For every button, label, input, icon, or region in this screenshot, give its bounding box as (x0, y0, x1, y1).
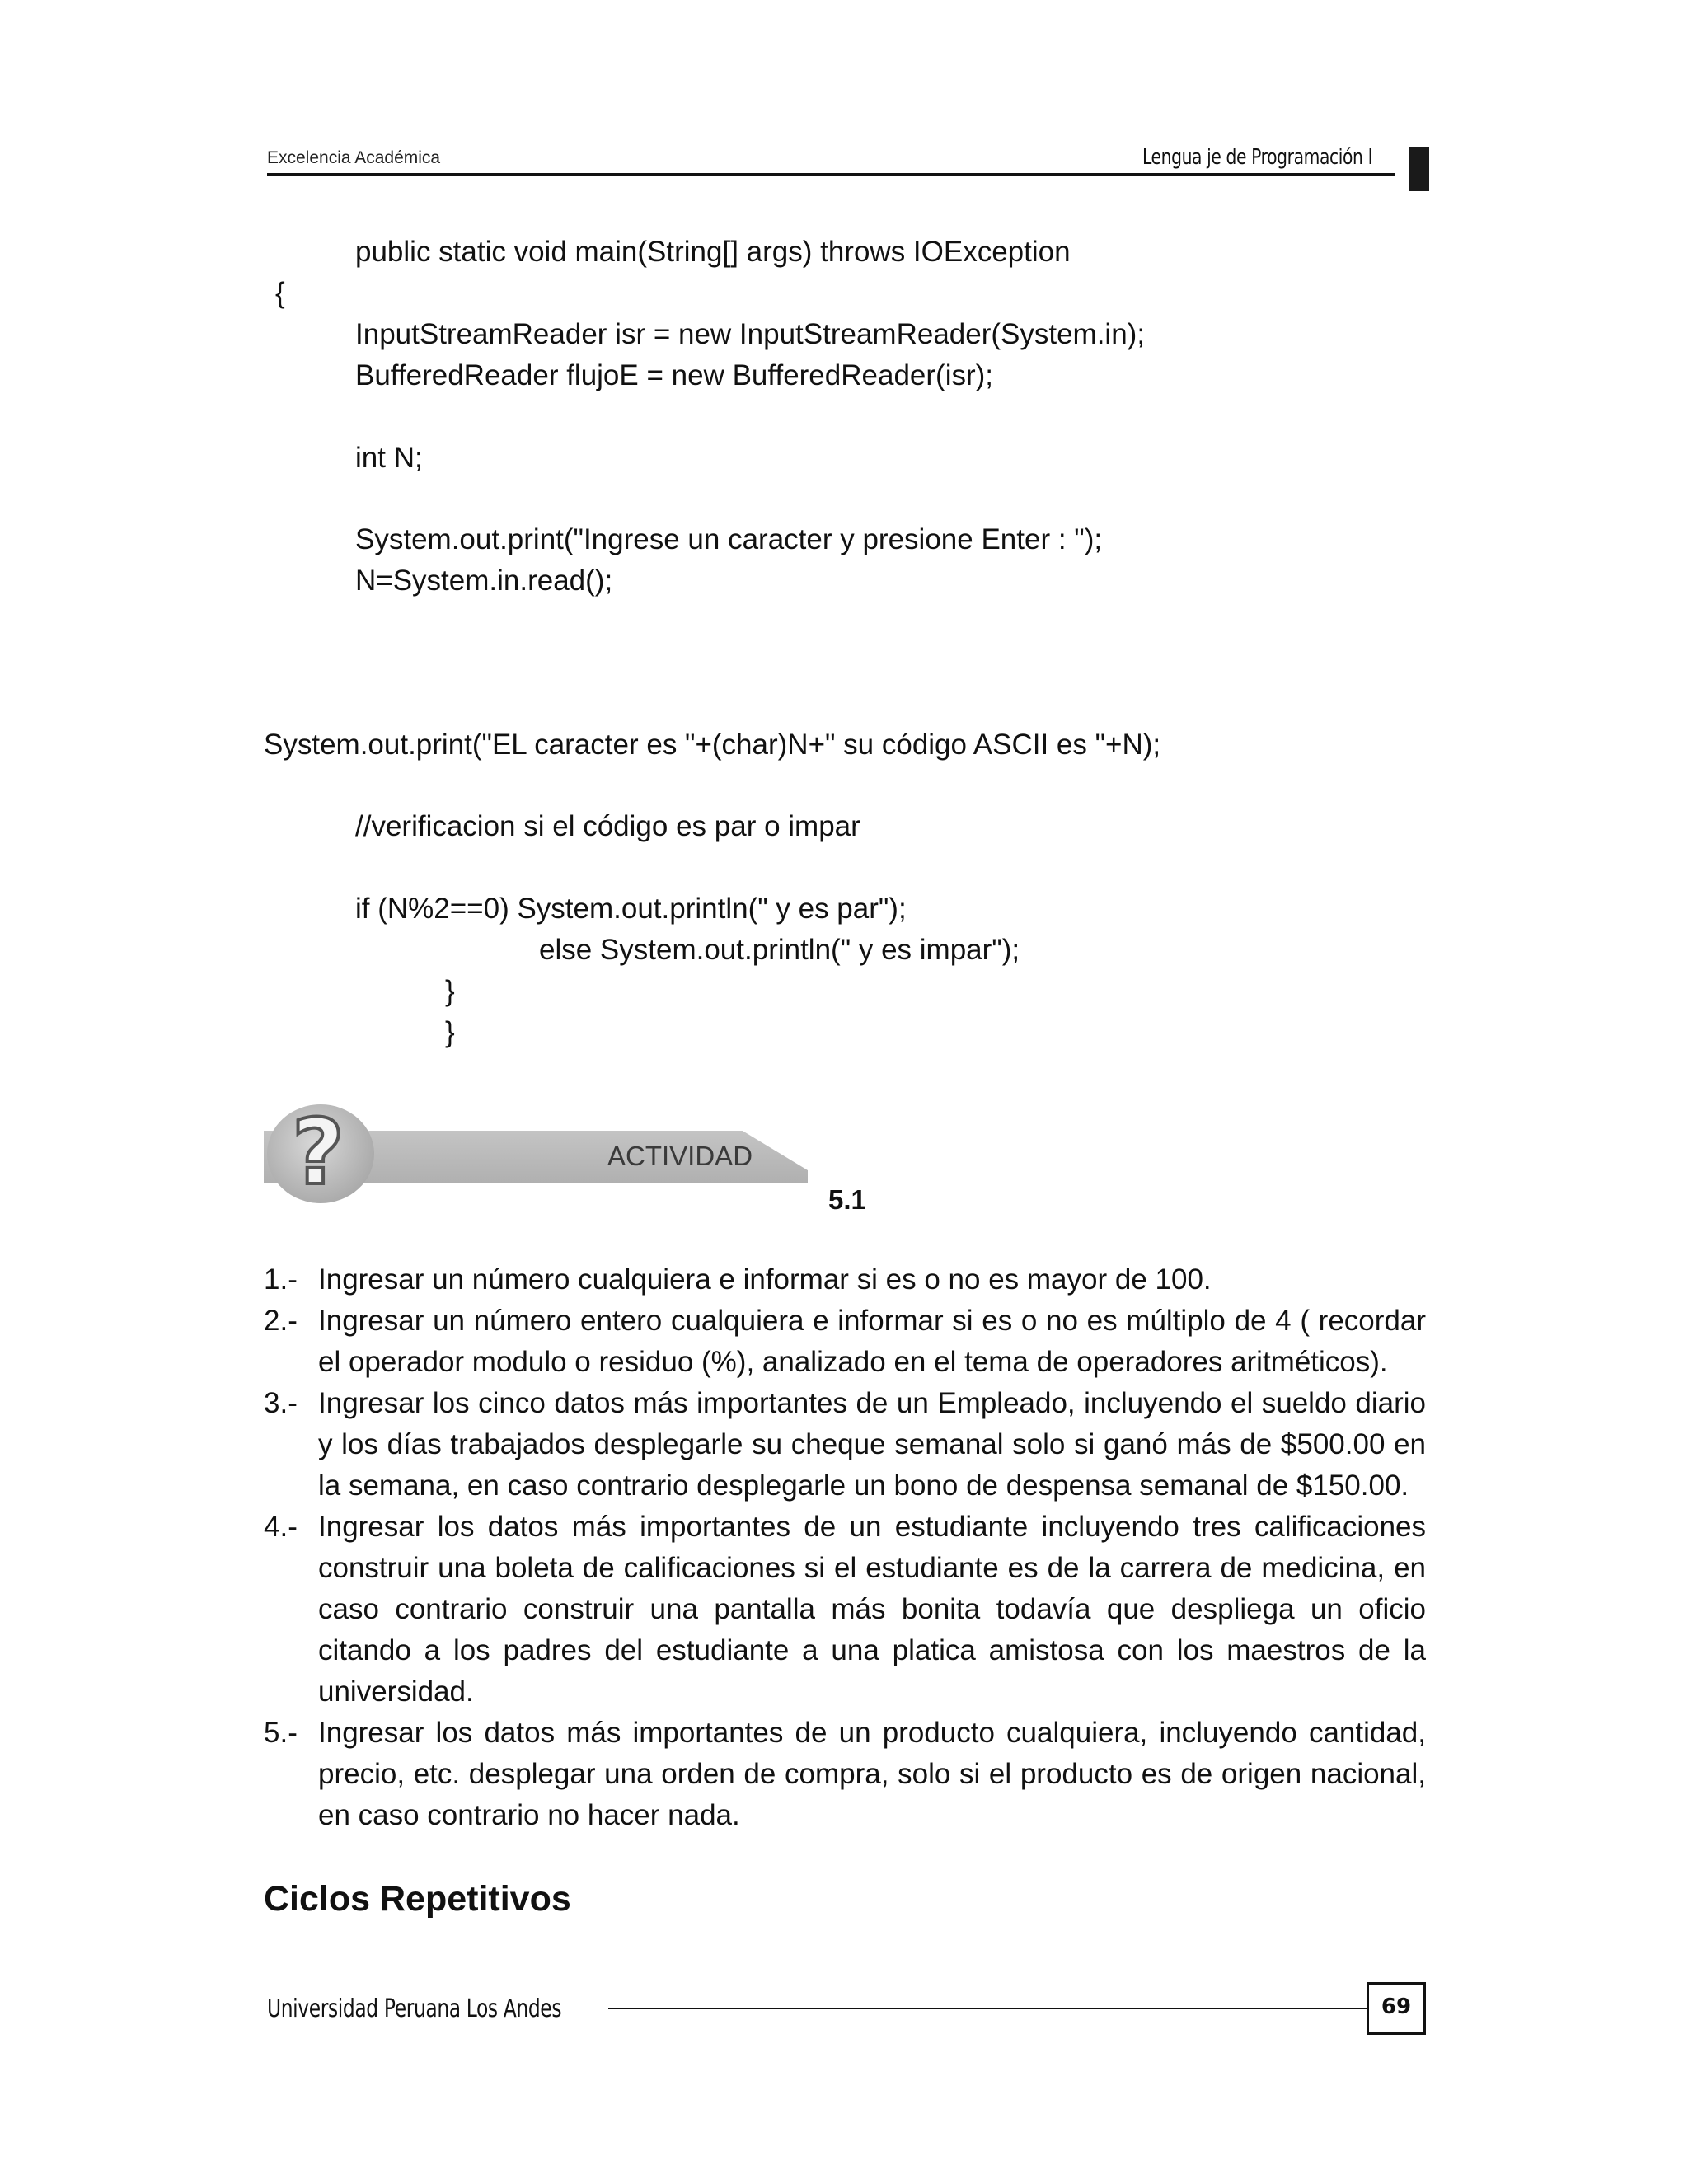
question-mark-glyph: ? (292, 1099, 345, 1205)
section-title: Ciclos Repetitivos (264, 1879, 571, 1919)
header-block (1409, 147, 1429, 191)
code-line: InputStreamReader isr = new InputStreamReader(System.in); (355, 318, 1146, 350)
list-item-number: 5.- (264, 1717, 298, 1749)
code-line: System.out.print("EL caracter es "+(char)N+" su código ASCII es "+N); (264, 729, 1161, 761)
code-line: { (275, 277, 285, 309)
list-item-number: 4.- (264, 1511, 298, 1543)
list-item (264, 1383, 1426, 1507)
code-line: BufferedReader flujoE = new BufferedReader(isr); (355, 359, 993, 391)
list-item-number: 2.- (264, 1305, 298, 1337)
code-line: if (N%2==0) System.out.println(" y es par"); (355, 893, 907, 925)
code-line: int N; (355, 442, 423, 474)
header-right-text: Lengua je de Programación I (1142, 145, 1373, 170)
code-line: } (445, 975, 455, 1007)
code-line: //verificacion si el código es par o impar (355, 810, 860, 842)
code-line: else System.out.println(" y es impar"); (539, 934, 1020, 966)
list-item-text: Ingresar los datos más importantes de un producto cualquiera, incluyendo cantidad, precio, etc. desplegar una orden de compra, solo si el producto es de origen nacional, en caso contrario no hacer nada. (318, 1717, 1426, 1831)
list-item-text: Ingresar los cinco datos más importantes de un Empleado, incluyendo el sueldo diario y los días trabajados desplegarle su cheque semanal solo si ganó más de $500.00 en la semana, en caso contrario desplegarle un bono de despensa semanal de $150.00. (318, 1387, 1426, 1502)
exercise-list (264, 1259, 1426, 1836)
footer-left-text: Universidad Peruana Los Andes (267, 1994, 562, 2023)
list-item (264, 1259, 1426, 1301)
code-line: } (445, 1016, 455, 1048)
code-line: public static void main(String[] args) throws IOException (355, 236, 1071, 268)
activity-banner (264, 1099, 832, 1212)
code-line: N=System.in.read(); (355, 565, 613, 597)
activity-label: ACTIVIDAD (607, 1141, 753, 1171)
list-item-number: 1.- (264, 1263, 298, 1296)
list-item-text: Ingresar los datos más importantes de un estudiante incluyendo tres calificaciones construir una boleta de calificaciones si el estudiante es de la carrera de medicina, en caso contrario construir una pantalla más bonita todavía que despliega un oficio citando a los padres del estudiante a una platica amistosa con los maestros de la universidad. (318, 1511, 1426, 1708)
page-number: 69 (1381, 1994, 1412, 2019)
list-item (264, 1713, 1426, 1836)
list-item (264, 1507, 1426, 1713)
header-left-text: Excelencia Académica (267, 148, 441, 167)
code-line: System.out.print("Ingrese un caracter y presione Enter : "); (355, 523, 1103, 555)
activity-number: 5.1 (828, 1184, 866, 1215)
list-item-number: 3.- (264, 1387, 298, 1419)
footer-rule (608, 2008, 1367, 2009)
list-item-text: Ingresar un número cualquiera e informar si es o no es mayor de 100. (318, 1263, 1212, 1296)
list-item-text: Ingresar un número entero cualquiera e informar si es o no es múltiplo de 4 ( recordar el operador modulo o residuo (%), analizado en el tema de operadores aritméticos). (318, 1305, 1426, 1378)
list-item (264, 1301, 1426, 1383)
header-rule (267, 173, 1395, 176)
